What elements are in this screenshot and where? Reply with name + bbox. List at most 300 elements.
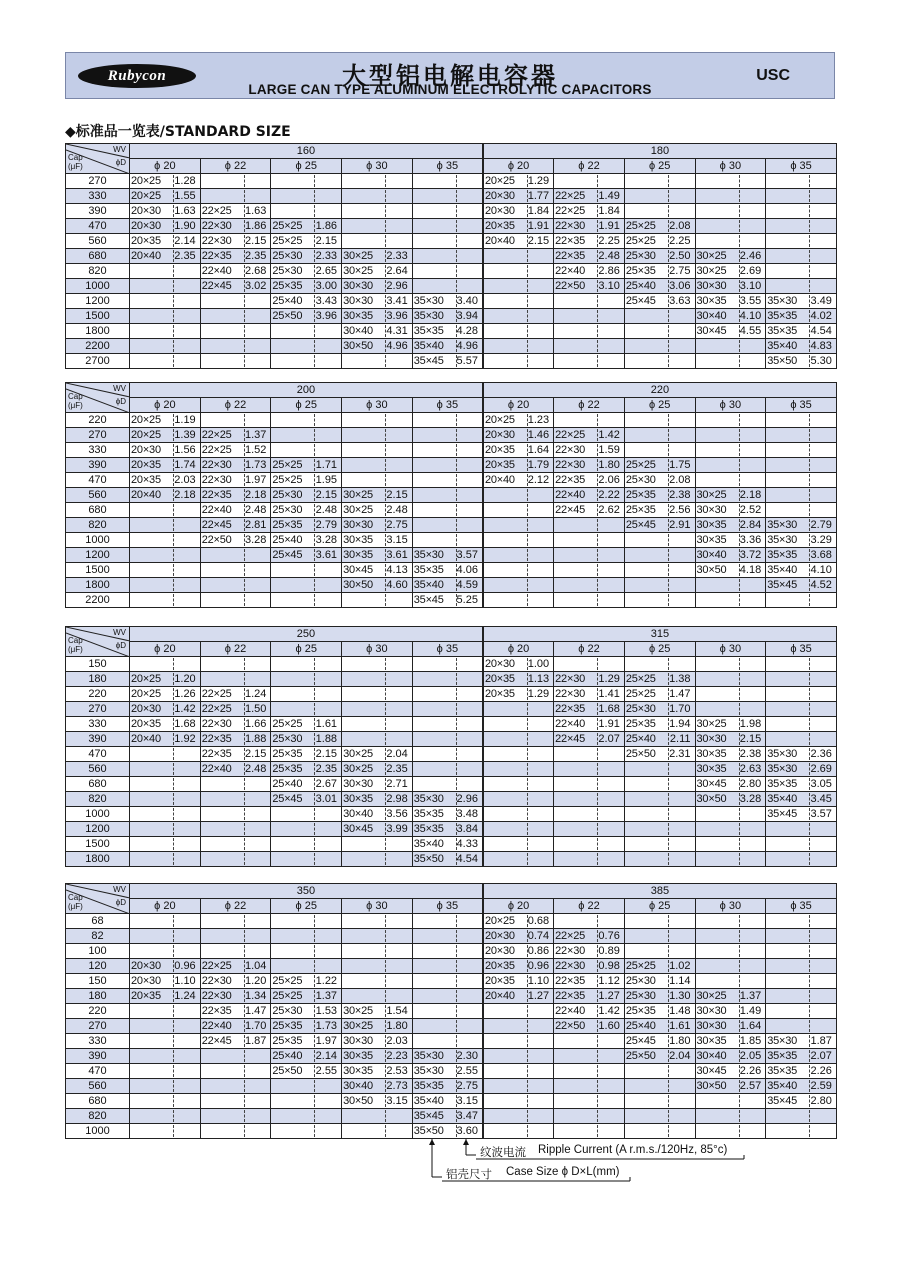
spec-cell bbox=[483, 563, 554, 578]
cell-divider bbox=[173, 295, 174, 307]
case-size: 22×50 bbox=[555, 1020, 586, 1032]
table-row bbox=[66, 747, 837, 762]
cell-divider bbox=[739, 1110, 740, 1122]
case-size: 20×35 bbox=[484, 459, 515, 471]
table-row bbox=[66, 563, 837, 578]
spec-cell bbox=[554, 762, 625, 777]
spec-cell bbox=[483, 204, 554, 219]
ripple-current: 2.12 bbox=[527, 474, 550, 486]
capacitance-cell: 270 bbox=[66, 1019, 130, 1034]
spec-cell bbox=[766, 1034, 837, 1049]
case-size: 30×40 bbox=[696, 310, 727, 322]
diameter-header-row bbox=[66, 159, 837, 174]
ripple-current: 2.15 bbox=[739, 733, 762, 745]
case-size: 35×30 bbox=[767, 763, 798, 775]
cell-divider bbox=[244, 778, 245, 790]
cell-divider bbox=[314, 325, 315, 337]
ripple-current: 2.30 bbox=[456, 1050, 478, 1062]
capacitance-cell: 180 bbox=[66, 672, 130, 687]
case-size: 30×25 bbox=[343, 265, 373, 277]
spec-cell bbox=[130, 762, 201, 777]
spec-cell bbox=[483, 339, 554, 354]
table-row bbox=[66, 354, 837, 369]
spec-cell bbox=[624, 822, 695, 837]
cell-divider bbox=[739, 945, 740, 957]
spec-cell bbox=[554, 1034, 625, 1049]
cell-divider bbox=[244, 945, 245, 957]
table-row bbox=[66, 657, 837, 672]
ripple-current: 2.81 bbox=[244, 519, 267, 531]
cell-divider bbox=[668, 763, 669, 775]
case-size: 25×40 bbox=[625, 733, 656, 745]
ripple-current: 4.10 bbox=[810, 564, 832, 576]
cell-divider bbox=[527, 1005, 528, 1017]
case-size: 30×35 bbox=[696, 1035, 727, 1047]
spec-cell bbox=[483, 1049, 554, 1064]
cell-divider bbox=[809, 718, 810, 730]
spec-cell bbox=[412, 1049, 483, 1064]
cell-divider bbox=[809, 489, 810, 501]
spec-cell bbox=[554, 929, 625, 944]
diameter-header: ϕ 35 bbox=[412, 899, 483, 914]
ripple-current: 2.48 bbox=[244, 504, 267, 516]
cell-divider bbox=[668, 838, 669, 850]
case-size: 30×35 bbox=[696, 519, 727, 531]
cell-divider bbox=[173, 853, 174, 865]
spec-cell bbox=[554, 959, 625, 974]
cell-divider bbox=[739, 703, 740, 715]
ripple-current: 2.71 bbox=[386, 778, 408, 790]
case-size: 20×25 bbox=[484, 414, 515, 426]
spec-cell bbox=[483, 174, 554, 189]
spec-cell bbox=[130, 672, 201, 687]
cell-divider bbox=[809, 444, 810, 456]
cell-divider bbox=[739, 579, 740, 591]
ripple-current: 2.25 bbox=[598, 235, 620, 247]
case-size: 22×50 bbox=[555, 280, 586, 292]
cell-divider bbox=[456, 504, 457, 516]
spec-cell bbox=[695, 1049, 766, 1064]
diameter-header: ϕ 25 bbox=[624, 159, 695, 174]
diameter-header: ϕ 30 bbox=[695, 642, 766, 657]
case-size: 30×30 bbox=[343, 778, 373, 790]
cell-divider bbox=[385, 220, 386, 232]
diameter-header: ϕ 35 bbox=[412, 159, 483, 174]
corner-cap-label: Cap bbox=[68, 893, 83, 902]
spec-cell bbox=[200, 518, 271, 533]
spec-cell bbox=[200, 1019, 271, 1034]
cell-divider bbox=[809, 703, 810, 715]
ripple-current: 2.08 bbox=[669, 474, 691, 486]
case-size: 30×35 bbox=[696, 763, 727, 775]
diameter-header-row bbox=[66, 899, 837, 914]
cell-divider bbox=[385, 945, 386, 957]
ripple-current: 3.48 bbox=[456, 808, 478, 820]
ripple-current: 1.27 bbox=[598, 990, 620, 1002]
cell-divider bbox=[809, 930, 810, 942]
cell-divider bbox=[809, 853, 810, 865]
ripple-current: 4.96 bbox=[386, 340, 408, 352]
spec-cell bbox=[766, 503, 837, 518]
table-row bbox=[66, 443, 837, 458]
spec-cell bbox=[130, 1049, 201, 1064]
spec-cell bbox=[412, 503, 483, 518]
cell-divider bbox=[314, 1095, 315, 1107]
spec-cell bbox=[695, 974, 766, 989]
spec-cell bbox=[412, 488, 483, 503]
diameter-header: ϕ 20 bbox=[130, 159, 201, 174]
cell-divider bbox=[173, 310, 174, 322]
spec-cell bbox=[342, 174, 413, 189]
case-size: 22×30 bbox=[201, 459, 232, 471]
spec-cell bbox=[271, 189, 342, 204]
table-row bbox=[66, 279, 837, 294]
ripple-current: 1.97 bbox=[315, 1035, 338, 1047]
spec-cell bbox=[412, 702, 483, 717]
spec-cell bbox=[271, 473, 342, 488]
spec-cell bbox=[342, 294, 413, 309]
case-size: 22×40 bbox=[201, 763, 232, 775]
spec-cell bbox=[766, 1019, 837, 1034]
legend-case-en: Case Size ϕ D×L(mm) bbox=[506, 1166, 620, 1178]
cell-divider bbox=[668, 1065, 669, 1077]
table-row bbox=[66, 1049, 837, 1064]
cell-divider bbox=[809, 190, 810, 202]
case-size: 35×35 bbox=[767, 310, 798, 322]
spec-cell bbox=[766, 488, 837, 503]
table-row bbox=[66, 687, 837, 702]
spec-cell bbox=[483, 959, 554, 974]
spec-cell bbox=[554, 443, 625, 458]
cell-divider bbox=[739, 459, 740, 471]
ripple-current: 3.60 bbox=[456, 1125, 478, 1137]
case-size: 25×30 bbox=[272, 250, 303, 262]
spec-cell bbox=[695, 488, 766, 503]
case-size: 22×30 bbox=[555, 220, 586, 232]
spec-cell bbox=[695, 279, 766, 294]
table-row bbox=[66, 777, 837, 792]
ripple-current: 4.06 bbox=[456, 564, 478, 576]
spec-cell bbox=[624, 1004, 695, 1019]
case-size: 30×35 bbox=[696, 534, 727, 546]
spec-cell bbox=[695, 324, 766, 339]
ripple-current: 3.63 bbox=[669, 295, 691, 307]
ripple-current: 1.39 bbox=[174, 429, 196, 441]
cell-divider bbox=[668, 778, 669, 790]
cell-divider bbox=[385, 459, 386, 471]
spec-cell bbox=[342, 1124, 413, 1139]
ripple-current: 1.77 bbox=[527, 190, 550, 202]
cell-divider bbox=[809, 1005, 810, 1017]
spec-cell bbox=[130, 578, 201, 593]
spec-cell bbox=[412, 989, 483, 1004]
case-size: 30×25 bbox=[696, 265, 727, 277]
spec-cell bbox=[766, 234, 837, 249]
corner-cap-label: Cap bbox=[68, 636, 83, 645]
case-size: 25×45 bbox=[272, 793, 303, 805]
diameter-header: ϕ 30 bbox=[342, 899, 413, 914]
case-size: 25×50 bbox=[625, 748, 656, 760]
spec-cell bbox=[624, 533, 695, 548]
case-size: 35×35 bbox=[767, 1050, 798, 1062]
title-english: LARGE CAN TYPE ALUMINUM ELECTROLYTIC CAPACITORS bbox=[248, 82, 652, 97]
legend-ripple-cn: 纹波电流 bbox=[480, 1147, 526, 1159]
spec-cell bbox=[412, 777, 483, 792]
spec-cell bbox=[766, 578, 837, 593]
ripple-current: 1.92 bbox=[174, 733, 196, 745]
ripple-current: 5.57 bbox=[456, 355, 478, 367]
capacitance-cell: 820 bbox=[66, 792, 130, 807]
cell-divider bbox=[527, 808, 528, 820]
spec-cell bbox=[200, 294, 271, 309]
spec-cell bbox=[271, 974, 342, 989]
spec-cell bbox=[342, 1019, 413, 1034]
ripple-current: 1.34 bbox=[244, 990, 267, 1002]
cell-divider bbox=[244, 1080, 245, 1092]
spec-cell bbox=[130, 1064, 201, 1079]
cell-divider bbox=[527, 594, 528, 606]
spec-cell bbox=[342, 354, 413, 369]
ripple-current: 2.84 bbox=[739, 519, 762, 531]
case-size: 22×40 bbox=[201, 1020, 232, 1032]
spec-cell bbox=[554, 777, 625, 792]
cell-divider bbox=[668, 1110, 669, 1122]
case-size: 25×50 bbox=[272, 1065, 303, 1077]
spec-cell bbox=[554, 702, 625, 717]
capacitance-cell: 680 bbox=[66, 777, 130, 792]
cell-divider bbox=[244, 190, 245, 202]
spec-cell bbox=[342, 959, 413, 974]
case-size: 25×30 bbox=[272, 265, 303, 277]
cell-divider bbox=[173, 1110, 174, 1122]
ripple-current: 3.01 bbox=[315, 793, 338, 805]
ripple-current: 1.10 bbox=[527, 975, 550, 987]
ripple-current: 3.49 bbox=[810, 295, 832, 307]
ripple-current: 2.75 bbox=[386, 519, 408, 531]
ripple-current: 1.91 bbox=[527, 220, 550, 232]
table-row bbox=[66, 503, 837, 518]
case-size: 25×25 bbox=[625, 220, 656, 232]
case-size: 25×35 bbox=[272, 763, 303, 775]
case-size: 25×35 bbox=[625, 718, 656, 730]
spec-cell bbox=[695, 548, 766, 563]
cell-divider bbox=[173, 594, 174, 606]
spec-cell bbox=[624, 1094, 695, 1109]
spec-cell bbox=[483, 428, 554, 443]
cell-divider bbox=[809, 205, 810, 217]
spec-cell bbox=[766, 443, 837, 458]
spec-cell bbox=[554, 914, 625, 929]
spec-cell bbox=[412, 234, 483, 249]
spec-cell bbox=[200, 1049, 271, 1064]
cell-divider bbox=[668, 808, 669, 820]
cell-divider bbox=[527, 793, 528, 805]
ripple-current: 1.13 bbox=[527, 673, 550, 685]
ripple-current: 3.15 bbox=[386, 1095, 408, 1107]
spec-cell bbox=[200, 354, 271, 369]
case-size: 22×40 bbox=[555, 265, 586, 277]
cell-divider bbox=[173, 1095, 174, 1107]
cell-divider bbox=[739, 414, 740, 426]
table-row bbox=[66, 974, 837, 989]
case-size: 22×35 bbox=[555, 250, 586, 262]
spec-cell bbox=[766, 762, 837, 777]
ripple-current: 1.42 bbox=[598, 429, 620, 441]
table-row bbox=[66, 189, 837, 204]
spec-cell bbox=[766, 687, 837, 702]
spec-cell bbox=[412, 747, 483, 762]
table-row bbox=[66, 578, 837, 593]
cell-divider bbox=[456, 748, 457, 760]
cell-divider bbox=[456, 945, 457, 957]
spec-cell bbox=[624, 548, 695, 563]
spec-cell bbox=[271, 294, 342, 309]
case-size: 30×25 bbox=[696, 990, 727, 1002]
cell-divider bbox=[809, 1110, 810, 1122]
spec-cell bbox=[342, 792, 413, 807]
spec-cell bbox=[271, 807, 342, 822]
cell-divider bbox=[385, 1110, 386, 1122]
case-size: 35×35 bbox=[767, 1065, 798, 1077]
table-row bbox=[66, 929, 837, 944]
spec-cell bbox=[483, 807, 554, 822]
spec-cell bbox=[624, 428, 695, 443]
spec-cell bbox=[342, 732, 413, 747]
spec-cell bbox=[200, 1094, 271, 1109]
spec-cell bbox=[483, 279, 554, 294]
cell-divider bbox=[527, 579, 528, 591]
cell-divider bbox=[809, 823, 810, 835]
case-size: 35×30 bbox=[413, 1065, 444, 1077]
spec-cell bbox=[483, 974, 554, 989]
ripple-current: 2.22 bbox=[598, 489, 620, 501]
spec-table-350-385 bbox=[65, 883, 837, 1139]
cell-divider bbox=[173, 823, 174, 835]
ripple-current: 1.64 bbox=[739, 1020, 762, 1032]
cell-divider bbox=[385, 355, 386, 367]
spec-cell bbox=[342, 428, 413, 443]
spec-cell bbox=[483, 473, 554, 488]
spec-cell bbox=[766, 473, 837, 488]
cell-divider bbox=[385, 190, 386, 202]
spec-cell bbox=[766, 294, 837, 309]
spec-cell bbox=[130, 1034, 201, 1049]
voltage-header-row bbox=[66, 144, 837, 159]
spec-cell bbox=[766, 1064, 837, 1079]
diameter-header: ϕ 25 bbox=[624, 899, 695, 914]
corner-d-label: ϕD bbox=[115, 158, 126, 167]
spec-cell bbox=[695, 792, 766, 807]
ripple-current: 1.47 bbox=[669, 688, 691, 700]
ripple-current: 1.85 bbox=[739, 1035, 762, 1047]
ripple-current: 1.23 bbox=[527, 414, 550, 426]
ripple-current: 2.80 bbox=[739, 778, 762, 790]
ripple-current: 1.73 bbox=[244, 459, 267, 471]
cell-divider bbox=[597, 808, 598, 820]
spec-cell bbox=[412, 959, 483, 974]
cell-divider bbox=[739, 658, 740, 670]
spec-cell bbox=[483, 294, 554, 309]
cell-divider bbox=[173, 1005, 174, 1017]
case-size: 20×25 bbox=[131, 414, 161, 426]
spec-cell bbox=[483, 518, 554, 533]
spec-cell bbox=[200, 732, 271, 747]
corner-d-label: ϕD bbox=[115, 641, 126, 650]
ripple-current: 2.69 bbox=[739, 265, 762, 277]
spec-cell bbox=[624, 657, 695, 672]
cell-divider bbox=[314, 1125, 315, 1137]
cell-divider bbox=[597, 534, 598, 546]
ripple-current: 4.31 bbox=[386, 325, 408, 337]
corner-d-label: ϕD bbox=[115, 898, 126, 907]
spec-cell bbox=[766, 837, 837, 852]
spec-cell bbox=[766, 264, 837, 279]
cell-divider bbox=[597, 175, 598, 187]
spec-cell bbox=[766, 944, 837, 959]
capacitance-cell: 470 bbox=[66, 219, 130, 234]
ripple-current: 1.84 bbox=[527, 205, 550, 217]
spec-cell bbox=[412, 732, 483, 747]
spec-cell bbox=[342, 822, 413, 837]
spec-cell bbox=[624, 852, 695, 867]
spec-cell bbox=[766, 807, 837, 822]
diameter-header-row bbox=[66, 398, 837, 413]
spec-cell bbox=[342, 219, 413, 234]
spec-cell bbox=[483, 989, 554, 1004]
section-heading: ◆标准品一览表/STANDARD SIZE bbox=[65, 124, 291, 140]
spec-table-250-315 bbox=[65, 626, 837, 867]
cell-divider bbox=[385, 960, 386, 972]
spec-cell bbox=[624, 458, 695, 473]
spec-cell bbox=[271, 852, 342, 867]
cell-divider bbox=[668, 594, 669, 606]
spec-cell bbox=[271, 717, 342, 732]
ripple-current: 3.15 bbox=[386, 534, 408, 546]
case-size: 25×50 bbox=[272, 310, 303, 322]
cell-divider bbox=[739, 915, 740, 927]
case-size: 22×35 bbox=[555, 474, 586, 486]
case-size: 25×30 bbox=[272, 1005, 303, 1017]
ripple-current: 2.08 bbox=[669, 220, 691, 232]
cell-divider bbox=[527, 1050, 528, 1062]
spec-cell bbox=[695, 702, 766, 717]
cell-divider bbox=[527, 1125, 528, 1137]
spec-cell bbox=[695, 354, 766, 369]
case-size: 35×30 bbox=[413, 310, 444, 322]
spec-cell bbox=[554, 1004, 625, 1019]
ripple-current: 2.35 bbox=[174, 250, 196, 262]
ripple-current: 2.52 bbox=[739, 504, 762, 516]
case-size: 35×50 bbox=[413, 1125, 444, 1137]
spec-cell bbox=[271, 458, 342, 473]
spec-cell bbox=[483, 672, 554, 687]
case-size: 20×35 bbox=[131, 474, 161, 486]
ripple-current: 1.19 bbox=[174, 414, 196, 426]
diameter-header: ϕ 20 bbox=[483, 398, 554, 413]
cell-divider bbox=[456, 190, 457, 202]
spec-cell bbox=[342, 503, 413, 518]
case-size: 20×30 bbox=[484, 930, 515, 942]
case-size: 35×30 bbox=[767, 295, 798, 307]
spec-cell bbox=[130, 687, 201, 702]
spec-cell bbox=[130, 1019, 201, 1034]
rubycon-logo: Rubycon bbox=[78, 64, 196, 88]
cell-divider bbox=[809, 459, 810, 471]
spec-cell bbox=[766, 518, 837, 533]
diameter-header: ϕ 20 bbox=[483, 899, 554, 914]
ripple-current: 3.29 bbox=[810, 534, 832, 546]
spec-cell bbox=[624, 732, 695, 747]
